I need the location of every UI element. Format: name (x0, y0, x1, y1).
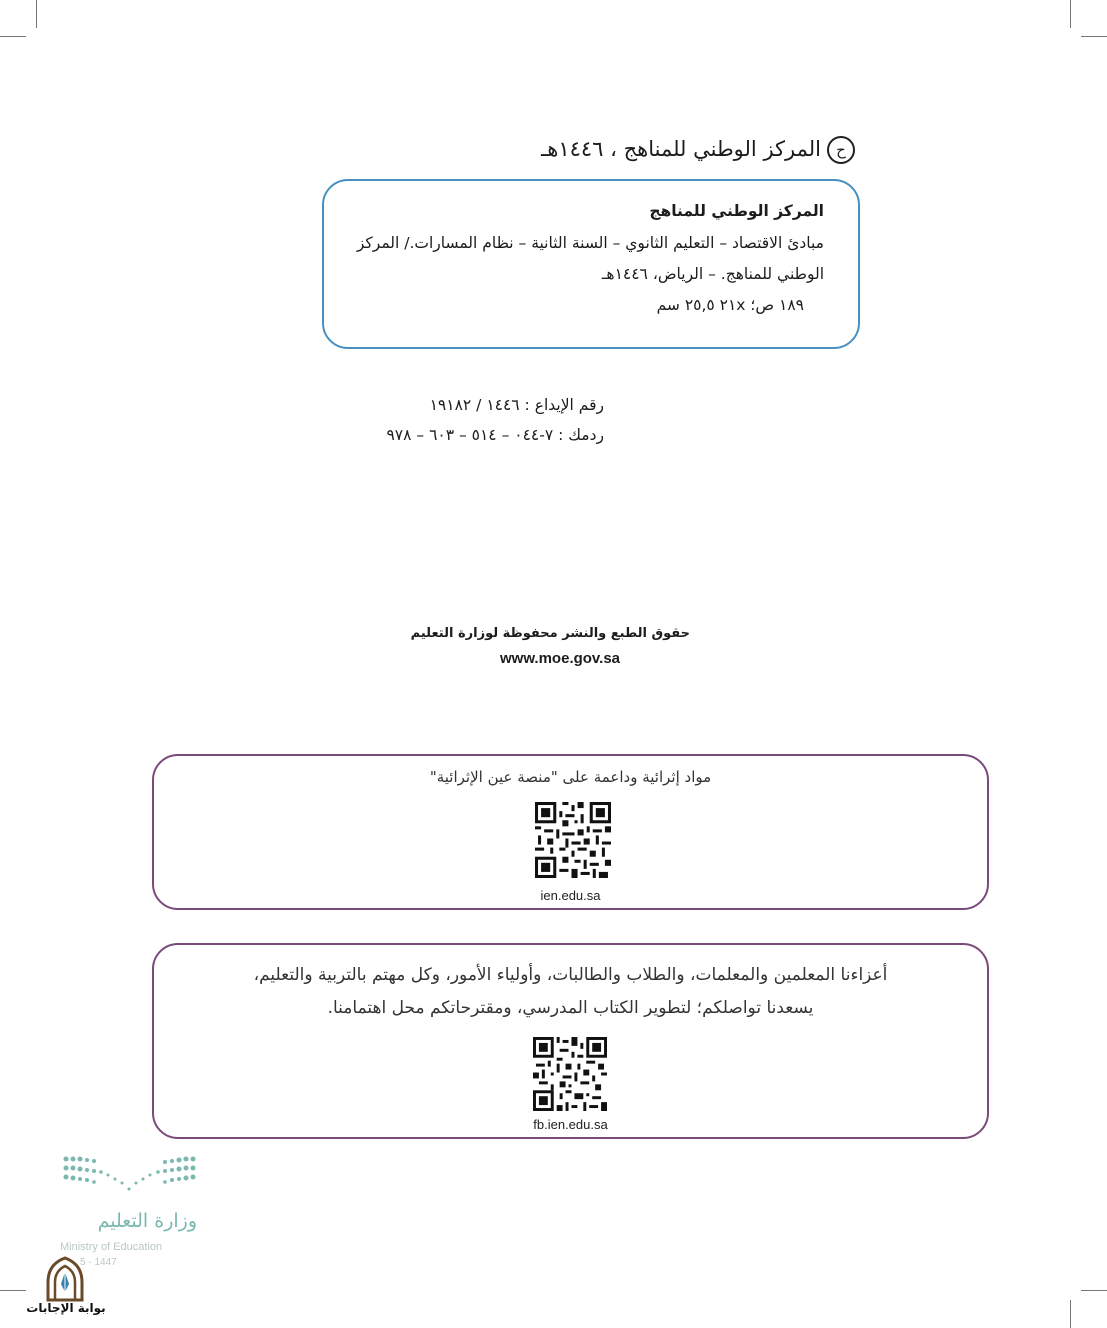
ministry-name-english: Ministry of Education (60, 1241, 163, 1253)
crop-mark (1081, 1290, 1107, 1291)
cip-line-3: ١٨٩ ص؛ ٢١x ٢٥,٥ سم (656, 296, 804, 314)
moe-website-link[interactable]: www.moe.gov.sa (499, 650, 621, 667)
crop-mark (1070, 0, 1071, 28)
rights-notice: حقوق الطبع والنشر محفوظة لوزارة التعليم (410, 626, 690, 641)
cip-title: المركز الوطني للمناهج (649, 202, 824, 220)
feedback-qr-caption[interactable]: fb.ien.edu.sa (533, 1117, 608, 1132)
answers-gateway-logo-icon (44, 1256, 86, 1302)
ien-qr-caption[interactable]: ien.edu.sa (540, 888, 601, 903)
crop-mark (0, 1290, 26, 1291)
crop-mark (1070, 1300, 1071, 1328)
ien-box-text: مواد إثرائية وداعمة على "منصة عين الإثرائية" (429, 768, 712, 786)
isbn-number: ردمك : ٧-٠٤٤ – ٥١٤ – ٦٠٣ – ٩٧٨ (386, 426, 604, 444)
cip-line-2: الوطني للمناهج. – الرياض، ١٤٤٦هـ (601, 265, 824, 283)
ministry-dots-logo-icon (62, 1155, 197, 1195)
deposit-number: رقم الإيداع : ١٤٤٦ / ١٩١٨٢ (429, 396, 604, 414)
crop-mark (36, 0, 37, 28)
cip-line-1: مبادئ الاقتصاد – التعليم الثانوي – السنة الثانية – نظام المسارات./ المركز (356, 234, 824, 252)
crop-mark (0, 36, 26, 37)
copyright-heading (541, 136, 855, 164)
cataloging-box (322, 179, 860, 349)
ien-platform-box (152, 754, 989, 910)
feedback-qr-code-icon[interactable] (533, 1037, 607, 1111)
ien-qr-code-icon[interactable] (535, 802, 611, 878)
copyright-symbol: ح (827, 136, 855, 164)
copyright-text: المركز الوطني للمناهج ، ١٤٤٦هـ (541, 137, 821, 161)
ministry-year: 5 - 1447 (80, 1257, 117, 1268)
feedback-box (152, 943, 989, 1139)
answers-gateway-watermark: بوابة الإجابات (26, 1301, 106, 1315)
ministry-name-arabic: وزارة التعليم (97, 1210, 197, 1232)
feedback-line-2: يسعدنا تواصلكم؛ لتطوير الكتاب المدرسي، ومقترحاتكم محل اهتمامنا. (327, 998, 814, 1018)
crop-mark (1081, 36, 1107, 37)
feedback-line-1: أعزاءنا المعلمين والمعلمات، والطلاب والطالبات، وأولياء الأمور، وكل مهتم بالتربية والتعليم، (253, 965, 888, 985)
